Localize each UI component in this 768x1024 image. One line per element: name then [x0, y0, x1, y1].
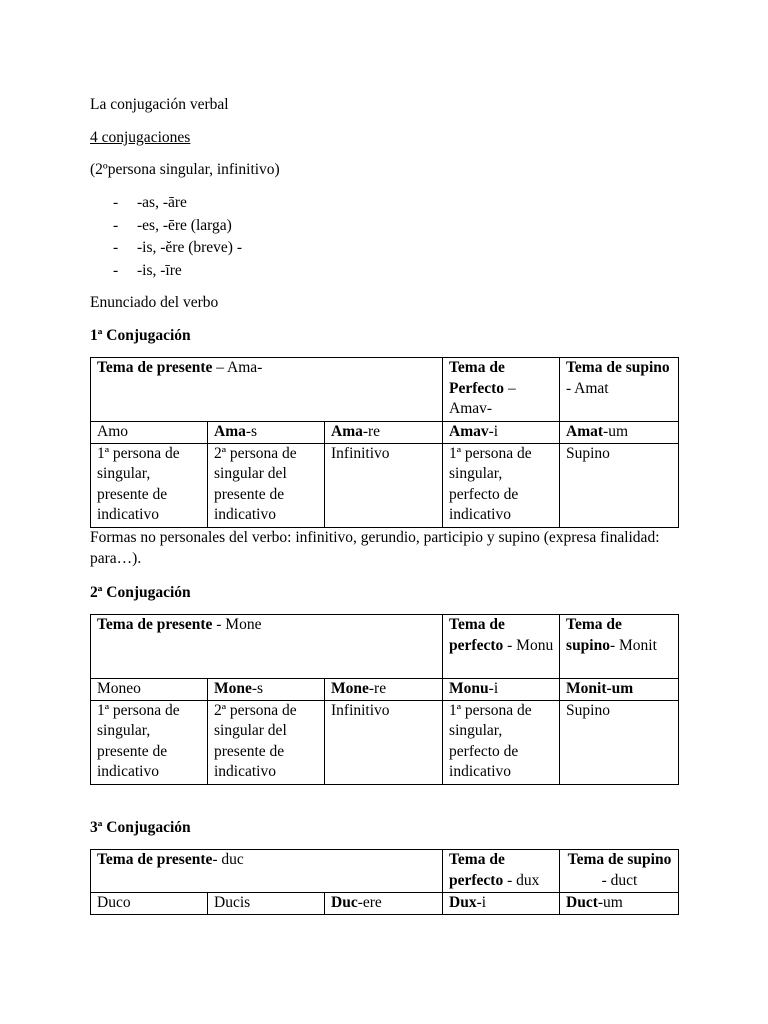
- description-cell: 2ª persona de singular del presente de indicativo: [208, 443, 325, 527]
- form-cell: Ama-s: [208, 422, 325, 444]
- perfecto-cell: Tema de perfecto - Monu: [443, 615, 560, 679]
- description-cell: 1ª persona de singular, perfecto de indicativo: [443, 443, 560, 527]
- form-cell: Monit-um: [560, 679, 679, 701]
- ending-text: -as, -āre: [137, 194, 187, 211]
- ending-text: -is, -īre: [137, 261, 182, 279]
- form-cell: Mone-re: [325, 679, 443, 701]
- description-cell: Infinitivo: [325, 700, 443, 784]
- table-row: [91, 615, 679, 679]
- conj1-table: [90, 357, 679, 528]
- table-row: [91, 700, 679, 784]
- form-cell: Amav-i: [443, 422, 560, 444]
- form-cell: Dux-i: [443, 893, 560, 915]
- description-cell: 1ª persona de singular, presente de indicativo: [91, 443, 208, 527]
- section-subtitle: 4 conjugaciones: [90, 129, 191, 146]
- table-row: [91, 850, 679, 893]
- conj1-heading: 1ª Conjugación: [90, 327, 191, 344]
- conj3-table: [90, 849, 679, 915]
- ending-text: -es, -ēre (larga): [137, 216, 232, 234]
- form-cell: Ama-re: [325, 422, 443, 444]
- form-cell: Moneo: [91, 679, 208, 701]
- perfecto-cell: Tema de perfecto - dux: [443, 850, 560, 893]
- presente-cell: Tema de presente - Mone: [91, 615, 443, 679]
- ending-text: -is, -ĕre (breve) -: [137, 239, 242, 256]
- form-cell: Amo: [91, 422, 208, 444]
- description-cell: Supino: [560, 700, 679, 784]
- supino-cell: Tema de supino - Amat: [560, 358, 679, 422]
- conj3-heading: 3ª Conjugación: [90, 819, 191, 836]
- supino-cell: Tema de supino - duct: [560, 850, 679, 893]
- form-cell: Duc-ere: [325, 893, 443, 915]
- form-cell: Amat-um: [560, 422, 679, 444]
- description-cell: 2ª persona de singular del presente de indicativo: [208, 700, 325, 784]
- table-row: [91, 422, 679, 444]
- conj2-heading: 2ª Conjugación: [90, 584, 191, 601]
- description-cell: Infinitivo: [325, 443, 443, 527]
- table-row: [91, 893, 679, 915]
- formas-note: Formas no personales del verbo: infinitivo, gerundio, participio y supino (expresa finalidad: para…).: [90, 529, 660, 567]
- form-cell: Duct-um: [560, 893, 679, 915]
- dash-bullet: -: [113, 216, 119, 234]
- perfecto-cell: Tema de Perfecto – Amav-: [443, 358, 560, 422]
- form-cell: Ducis: [208, 893, 325, 915]
- dash-bullet: -: [113, 194, 119, 211]
- document-title: La conjugación verbal: [90, 96, 229, 113]
- description-cell: 1ª persona de singular, perfecto de indicativo: [443, 700, 560, 784]
- conj2-table: [90, 614, 679, 785]
- dash-bullet: -: [113, 239, 119, 256]
- dash-bullet: -: [113, 261, 119, 279]
- enunciado-heading: Enunciado del verbo: [90, 294, 219, 311]
- form-cell: Duco: [91, 893, 208, 915]
- supino-cell: Tema de supino- Monit: [560, 615, 679, 679]
- table-row: [91, 679, 679, 701]
- persona-note: (2ºpersona singular, infinitivo): [90, 161, 280, 178]
- form-cell: Mone-s: [208, 679, 325, 701]
- table-row: [91, 443, 679, 527]
- presente-cell: Tema de presente – Ama-: [91, 358, 443, 422]
- description-cell: 1ª persona de singular, presente de indicativo: [91, 700, 208, 784]
- table-row: [91, 358, 679, 422]
- presente-cell: Tema de presente- duc: [91, 850, 443, 893]
- form-cell: Monu-i: [443, 679, 560, 701]
- description-cell: Supino: [560, 443, 679, 527]
